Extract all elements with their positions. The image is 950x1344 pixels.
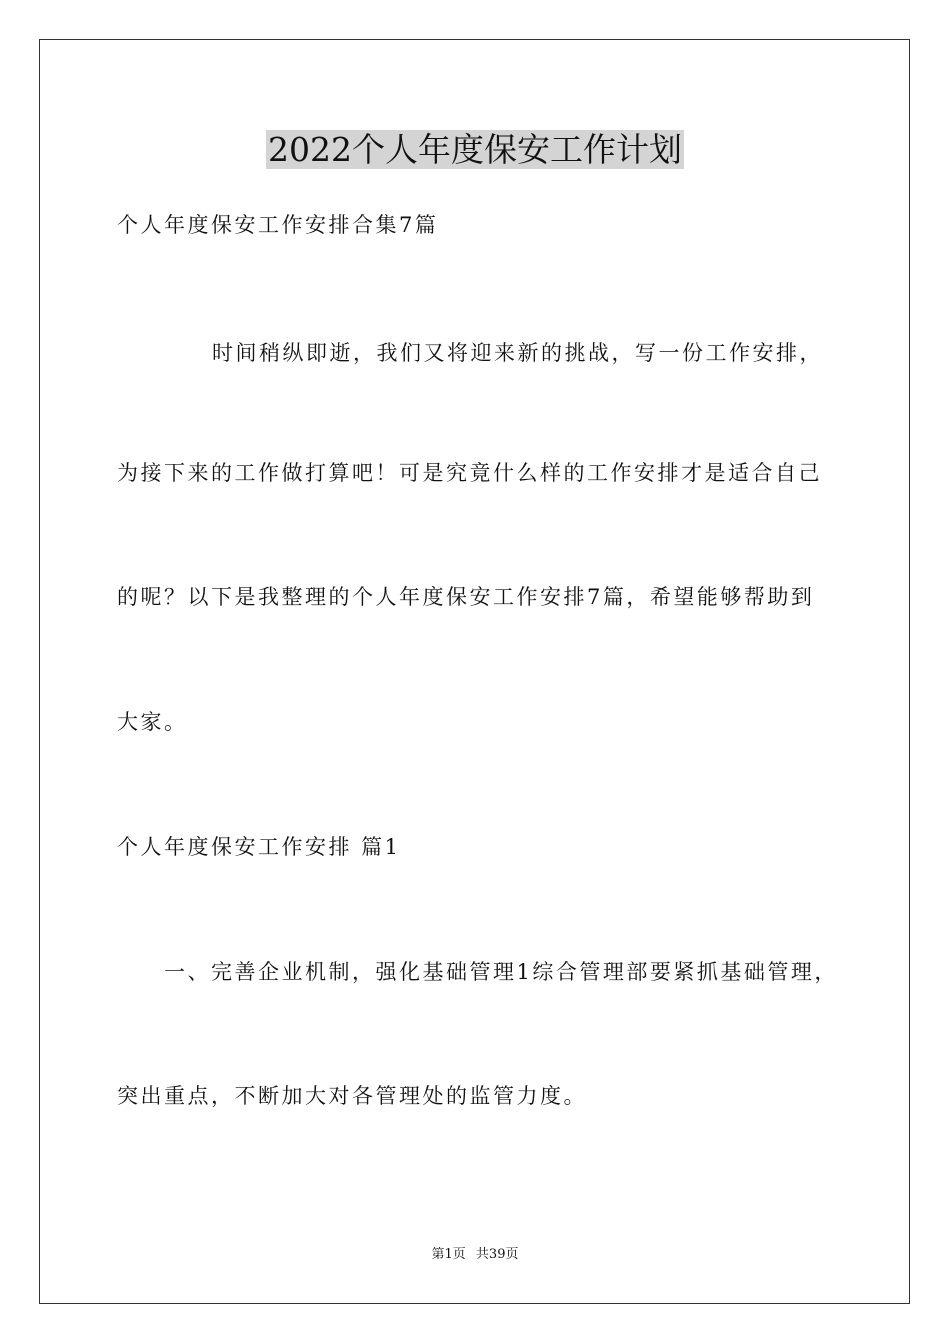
- paragraph-line: 时间稍纵即逝，我们又将迎来新的挑战，写一份工作安排，: [212, 341, 823, 365]
- paragraph-line: 突出重点，不断加大对各管理处的监管力度。: [117, 1084, 587, 1108]
- document-title: 2022个人年度保安工作计划: [268, 130, 682, 169]
- document-title-wrap: [0, 128, 950, 172]
- document-subtitle: 个人年度保安工作安排合集7篇: [117, 213, 439, 237]
- paragraph-line: 一、完善企业机制，强化基础管理1综合管理部要紧抓基础管理，: [164, 960, 838, 984]
- paragraph-line: 为接下来的工作做打算吧！可是究竟什么样的工作安排才是适合自己: [117, 461, 822, 485]
- paragraph-line: 大家。: [117, 710, 188, 734]
- paragraph-line: 的呢？以下是我整理的个人年度保安工作安排7篇，希望能够帮助到: [117, 585, 815, 609]
- section-heading: 个人年度保安工作安排 篇1: [117, 835, 401, 859]
- page-footer: 第1页 共39页: [431, 1247, 519, 1262]
